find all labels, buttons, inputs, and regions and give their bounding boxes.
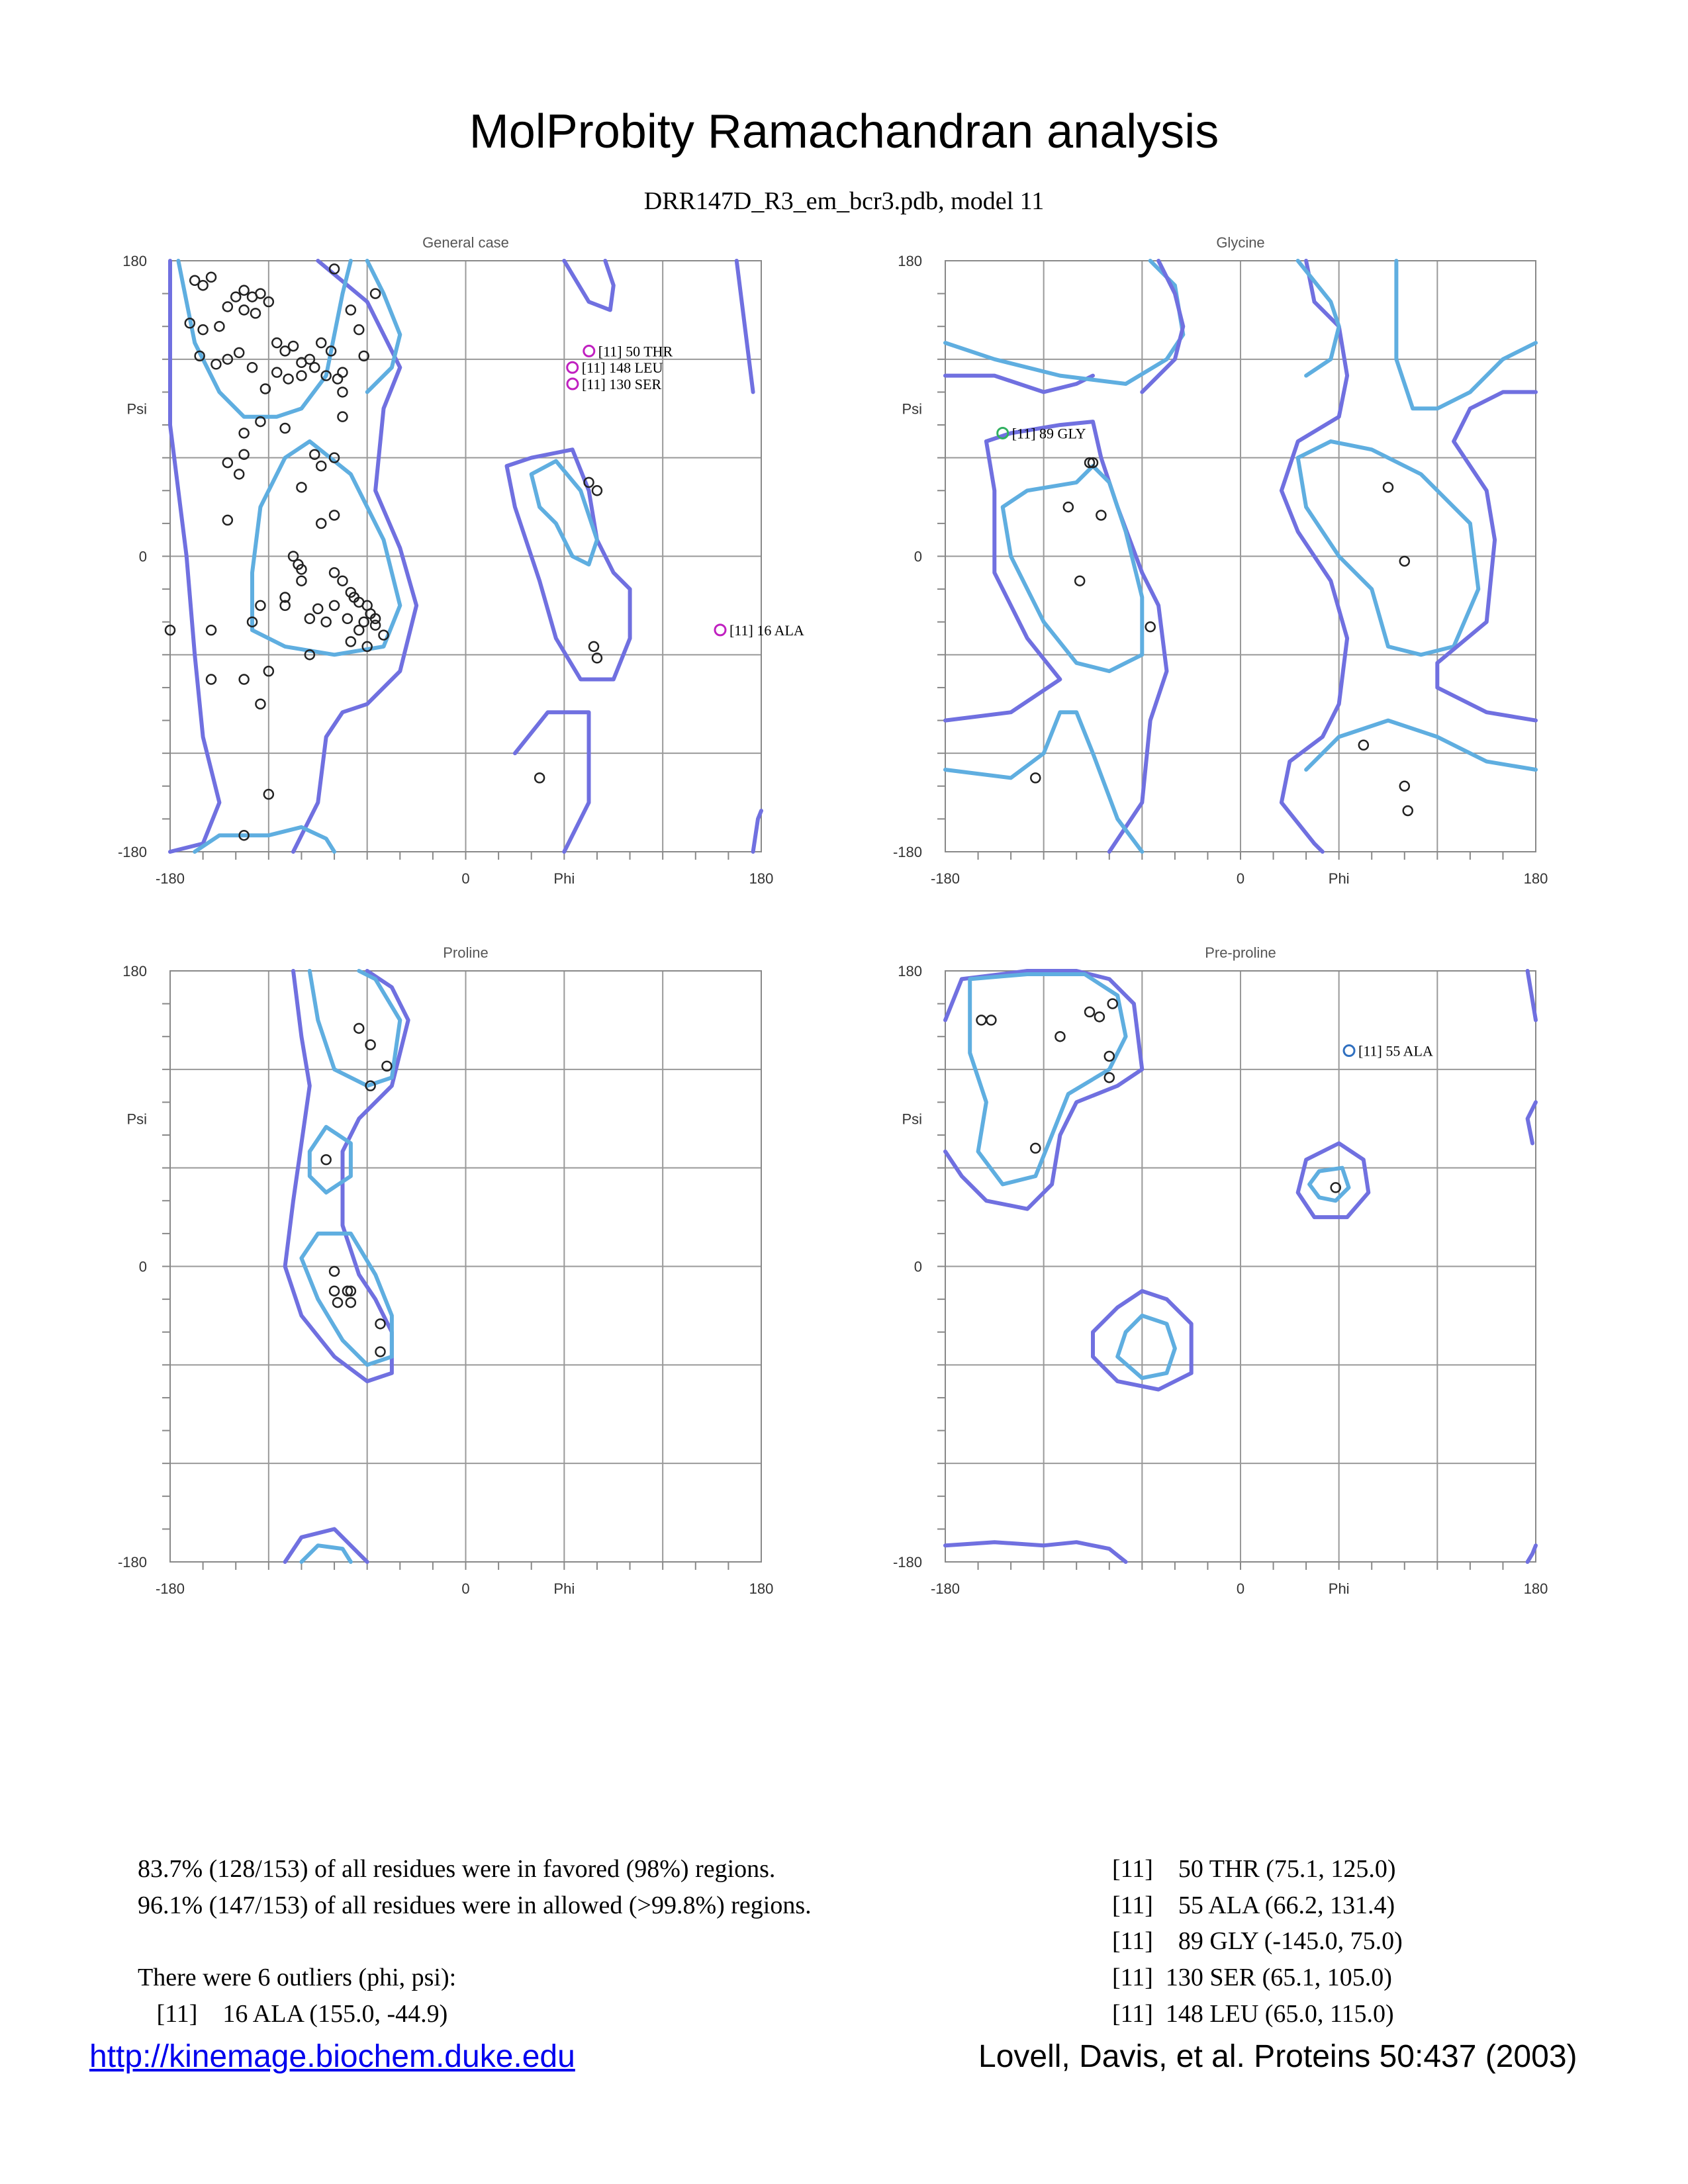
kinemage-link[interactable]: http://kinemage.biochem.duke.edu [89,2039,575,2074]
allowed-region-contour [1528,1102,1536,1143]
residue-point [1031,1144,1040,1153]
residue-point [330,1287,339,1296]
y-tick-label: 0 [914,1258,922,1275]
allowed-region-contour [1298,1144,1369,1218]
x-tick-label: 0 [461,870,470,887]
residue-point [281,424,290,433]
outlier-label: [11] 89 GLY [1011,425,1086,442]
outlier-list-item: [11] 89 GLY (-145.0, 75.0) [1112,1927,1403,1955]
y-tick-label: -180 [892,844,922,860]
y-tick-label: 180 [122,963,147,979]
residue-point [1055,1032,1064,1041]
favored-region-contour [1298,441,1479,655]
allowed-stat: 96.1% (147/153) of all residues were in allowed (>99.8%) regions. [138,1891,812,1919]
page-subtitle: DRR147D_R3_em_bcr3.pdb, model 11 [643,187,1045,215]
residue-point [1400,782,1409,791]
panel-pre-proline [893,944,1548,1597]
residue-point [256,700,265,709]
y-tick-label: -180 [117,844,147,860]
x-axis-label: Phi [1328,870,1350,887]
y-axis-label: Psi [902,400,922,418]
residue-point [330,601,339,610]
outlier-point [1344,1046,1354,1056]
residue-point [354,1024,363,1033]
residue-point [289,341,298,351]
residue-point [223,516,232,525]
x-tick-label: 0 [1236,1580,1245,1597]
outlier-left-item: [11] 16 ALA (155.0, -44.9) [138,2000,448,2028]
residue-point [211,359,220,369]
residue-point [256,289,265,298]
x-tick-label: 0 [461,1580,470,1597]
x-tick-label: 180 [1523,1580,1548,1597]
outliers-heading: There were 6 outliers (phi, psi): [138,1964,457,1991]
panel-title: Pre-proline [1205,944,1276,961]
outlier-label: [11] 16 ALA [729,621,804,639]
y-tick-label: 0 [914,548,922,565]
allowed-region-contour [285,971,408,1381]
residue-point [199,325,208,334]
residue-point [338,412,347,422]
residue-point [251,308,260,318]
panel-glycine [893,234,1548,887]
x-tick-label: -180 [155,1580,185,1597]
allowed-region-contour [945,1542,1126,1562]
outlier-label: [11] 55 ALA [1358,1042,1433,1060]
residue-point [330,568,339,577]
favored-region-contour [1309,1168,1348,1201]
residue-point [223,458,232,467]
residue-point [316,338,326,347]
panel-title: Glycine [1216,234,1265,251]
residue-point [338,387,347,396]
outlier-list-item: [11] 50 THR (75.1, 125.0) [1112,1855,1396,1883]
residue-point [207,675,216,684]
residue-point [297,371,306,381]
x-tick-label: 180 [1523,870,1548,887]
residue-point [977,1015,986,1024]
favored-region-contour [970,974,1125,1185]
citation: Lovell, Davis, et al. Proteins 50:437 (2003) [978,2039,1577,2074]
x-tick-label: 180 [749,1580,774,1597]
panel-proline [118,944,773,1597]
residue-point [1064,502,1073,512]
residue-point [1383,482,1393,492]
residue-point [986,1015,996,1024]
allowed-region-contour [737,261,753,392]
residue-point [240,286,249,295]
residue-point [234,469,244,478]
residue-point [1031,773,1040,782]
residue-point [330,1267,339,1276]
y-tick-label: -180 [117,1554,147,1570]
residue-point [256,601,265,610]
residue-point [272,338,281,347]
allowed-region-contour [1528,971,1536,1020]
residue-point [354,325,363,334]
residue-point [240,675,249,684]
residue-point [305,614,314,623]
outlier-list-item: [11] 130 SER (65.1, 105.0) [1112,1964,1392,1991]
residue-point [1400,557,1409,566]
residue-point [1359,741,1368,750]
page-title: MolProbity Ramachandran analysis [469,105,1219,158]
residue-point [376,1347,385,1356]
residue-point [207,273,216,282]
residue-point [376,1319,385,1328]
residue-point [1105,1073,1114,1082]
x-tick-label: 180 [749,870,774,887]
residue-point [272,368,281,377]
x-axis-label: Phi [553,870,575,887]
outlier-label: [11] 50 THR [598,343,673,360]
residue-point [313,604,322,614]
residue-point [322,617,331,627]
favored-region-contour [301,1545,351,1562]
panel-general-case [118,234,804,887]
outlier-label: [11] 130 SER [581,376,662,393]
residue-point [1096,510,1105,520]
favored-region-contour [195,827,334,852]
residue-point [1108,999,1117,1009]
residue-point [322,1155,331,1164]
residue-point [589,642,598,651]
residue-point [1146,622,1155,631]
residue-point [297,576,306,586]
residue-point [240,428,249,437]
x-tick-label: -180 [155,870,185,887]
y-axis-label: Psi [126,400,147,418]
allowed-region-contour [564,261,614,310]
x-tick-label: -180 [930,870,961,887]
residue-point [371,289,380,298]
residue-point [234,348,244,357]
residue-point [207,625,216,635]
x-tick-label: -180 [930,1580,961,1597]
panel-title: Proline [443,944,489,961]
allowed-region-contour [1528,1545,1536,1562]
residue-point [214,322,224,331]
residue-point [338,576,347,586]
y-tick-label: 0 [138,548,147,565]
allowed-region-contour [753,811,761,852]
residue-point [592,486,602,495]
outlier-label: [11] 148 LEU [581,359,663,377]
residue-point [338,368,347,377]
x-axis-label: Phi [1328,1580,1350,1597]
residue-point [1105,1052,1114,1061]
favored-stat: 83.7% (128/153) of all residues were in favored (98%) regions. [138,1855,776,1883]
residue-point [535,773,544,782]
favored-region-contour [1003,466,1143,671]
residue-point [316,519,326,528]
residue-point [223,302,232,311]
outlier-point [567,362,578,373]
residue-point [330,510,339,520]
favored-region-contour [1117,1316,1175,1378]
y-tick-label: 180 [898,963,922,979]
x-axis-label: Phi [553,1580,575,1597]
outlier-point [715,625,726,635]
residue-point [231,293,240,302]
residue-point [316,461,326,471]
residue-point [354,625,363,635]
residue-point [1085,1007,1094,1017]
favored-region-contour [1396,261,1536,408]
panel-title: General case [422,234,509,251]
residue-point [199,281,208,290]
favored-region-contour [1306,721,1536,770]
outlier-list-item: [11] 148 LEU (65.0, 115.0) [1112,2000,1394,2028]
residue-point [284,375,293,384]
residue-point [333,375,342,384]
residue-point [297,482,306,492]
residue-point [310,363,319,372]
x-tick-label: 0 [1236,870,1245,887]
y-tick-label: 0 [138,1258,147,1275]
y-tick-label: 180 [122,253,147,269]
residue-point [1075,576,1084,586]
favored-region-contour [367,261,400,392]
outlier-list-item: [11] 55 ALA (66.2, 131.4) [1112,1891,1395,1919]
residue-point [1403,806,1413,815]
residue-point [371,621,380,630]
outlier-point [567,379,578,389]
residue-point [346,305,355,314]
residue-point [240,305,249,314]
residue-point [346,637,355,646]
y-axis-label: Psi [902,1111,922,1128]
y-tick-label: -180 [892,1554,922,1570]
y-tick-label: 180 [898,253,922,269]
residue-point [1095,1012,1104,1021]
outlier-point [584,345,594,356]
allowed-region-contour [507,449,630,679]
residue-point [248,363,257,372]
residue-point [343,614,352,623]
allowed-region-contour [515,712,589,852]
residue-point [333,1298,342,1307]
favored-region-contour [945,261,1183,384]
residue-point [346,1298,355,1307]
y-axis-label: Psi [126,1111,147,1128]
